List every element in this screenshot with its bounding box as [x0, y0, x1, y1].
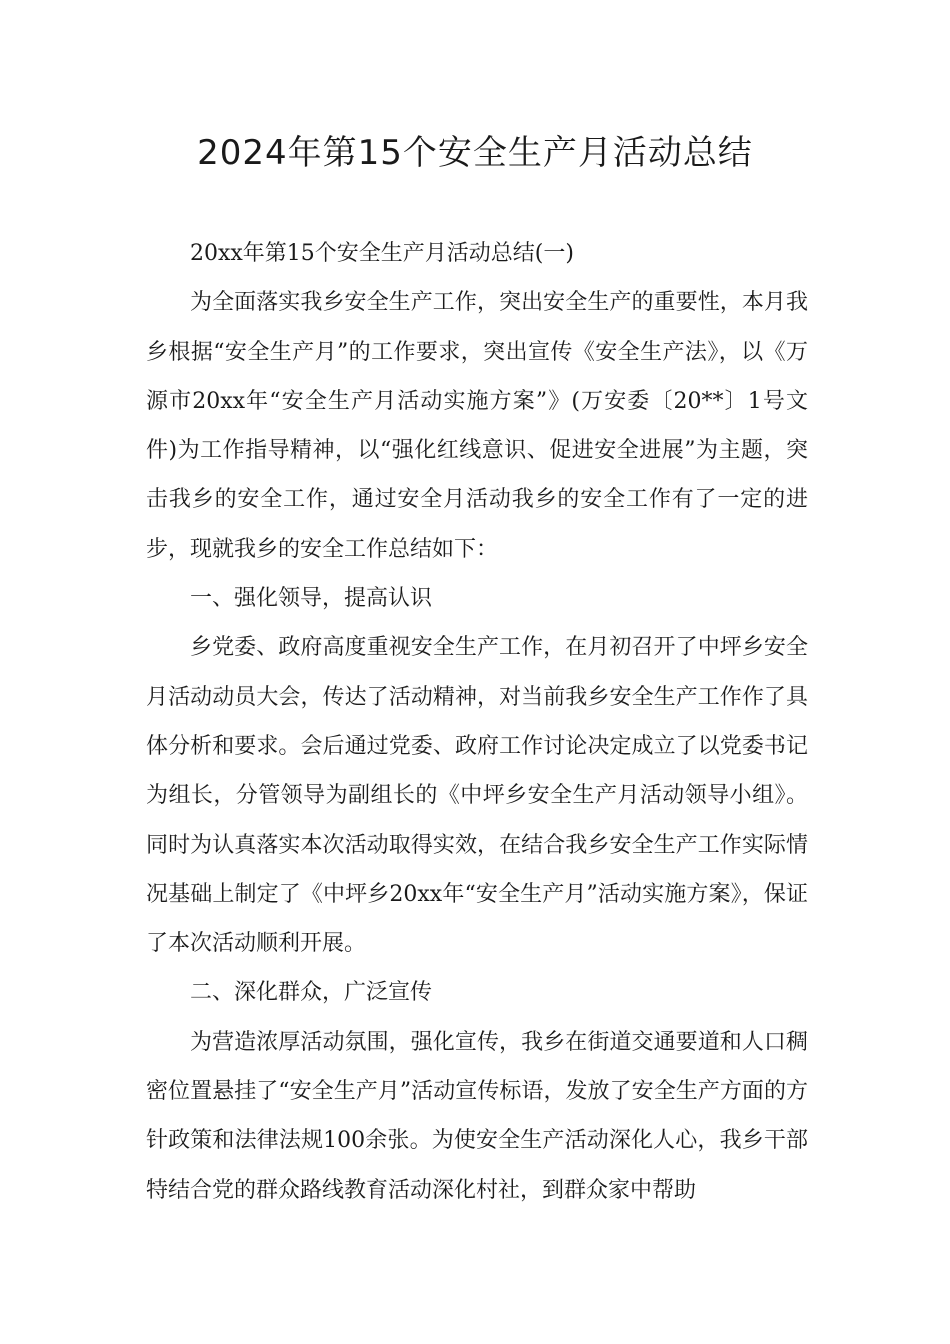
document-body: [146, 229, 808, 1215]
section-2-paragraph: 为营造浓厚活动氛围，强化宣传，我乡在街道交通要道和人口稠密位置悬挂了“安全生产月”活动宣传标语，发放了安全生产方面的方针政策和法律法规100余张。为使安全生产活动深化人心，我乡干部特结合党的群众路线教育活动深化村社，到群众家中帮助: [146, 1029, 808, 1203]
section-1-paragraph: 乡党委、政府高度重视安全生产工作，在月初召开了中坪乡安全月活动动员大会，传达了活动精神，对当前我乡安全生产工作作了具体分析和要求。会后通过党委、政府工作讨论决定成立了以党委书记为组长，分管领导为副组长的《中坪乡安全生产月活动领导小组》。同时为认真落实本次活动取得实效，在结合我乡安全生产工作实际情况基础上制定了《中坪乡20xx年“安全生产月”活动实施方案》，保证了本次活动顺利开展。: [146, 635, 808, 957]
section-heading-2: 二、深化群众，广泛宣传: [190, 980, 433, 1006]
subtitle-paragraph: 20xx年第15个安全生产月活动总结(一): [190, 241, 574, 266]
document-title: 2024年第15个安全生产月活动总结: [197, 133, 753, 173]
intro-paragraph: 为全面落实我乡安全生产工作，突出安全生产的重要性，本月我乡根据“安全生产月”的工作要求，突出宣传《安全生产法》，以《万源市20xx年“安全生产月活动实施方案”》(万安委〔20**〕1号文件)为工作指导精神，以“强化红线意识、促进安全进展”为主题，突击我乡的安全工作，通过安全月活动我乡的安全工作有了一定的进步，现就我乡的安全工作总结如下：: [146, 290, 808, 562]
section-heading-1: 一、强化领导，提高认识: [190, 586, 433, 612]
